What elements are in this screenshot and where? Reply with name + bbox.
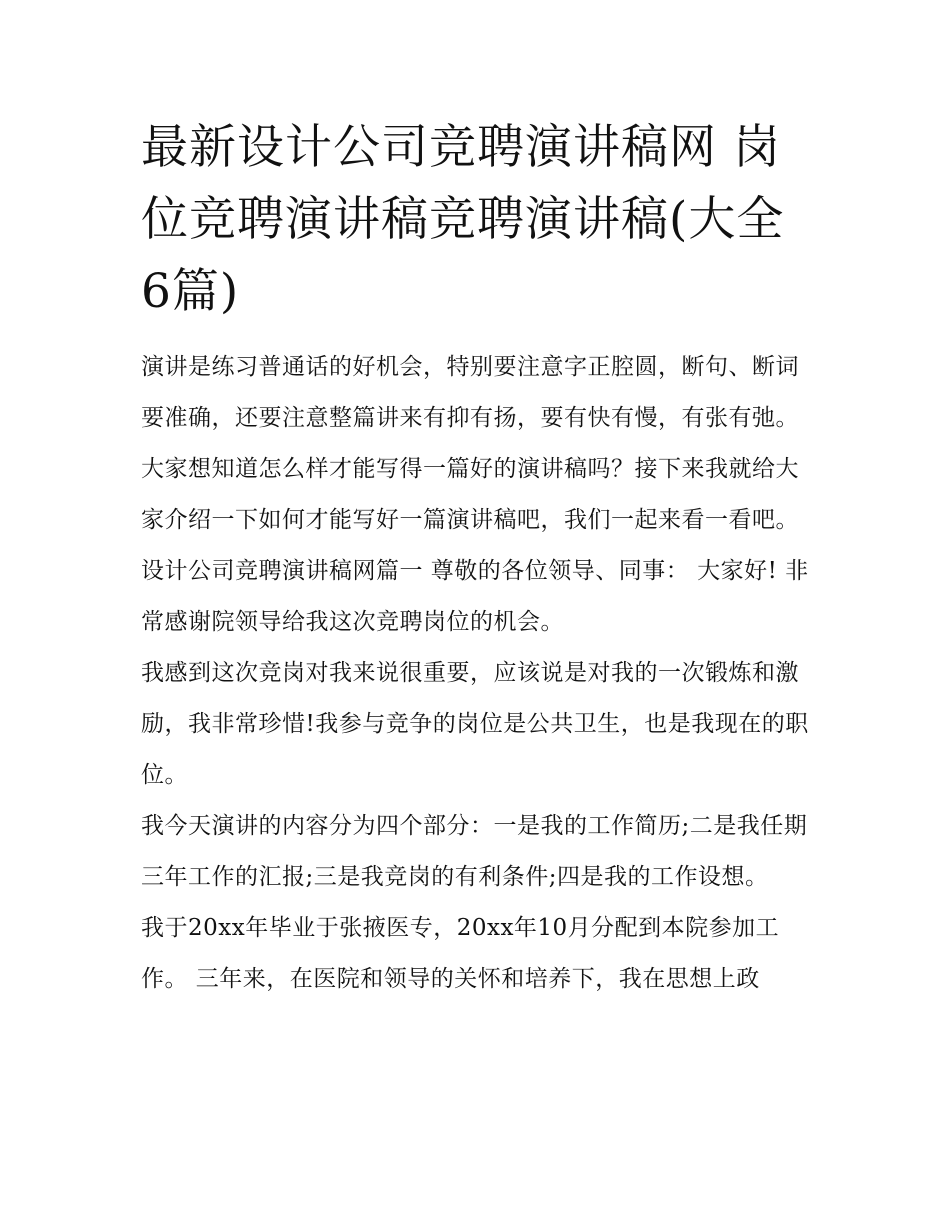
document-title: 最新设计公司竞聘演讲稿网 岗位竞聘演讲稿竞聘演讲稿(大全6篇): [141, 120, 785, 319]
document-content: [141, 112, 813, 1005]
outline-paragraph: 我今天演讲的内容分为四个部分：一是我的工作简历;二是我任期三年工作的汇报;三是我竞岗的有利条件;四是我的工作设想。: [141, 813, 808, 890]
greeting-paragraph: 设计公司竞聘演讲稿网篇一 尊敬的各位领导、同事： 大家好! 非常感谢院领导给我这次竞聘岗位的机会。: [141, 558, 809, 635]
resume-paragraph: 我于20xx年毕业于张掖医专，20xx年10月分配到本院参加工作。 三年来，在医院和领导的关怀和培养下，我在思想上政: [141, 915, 780, 992]
intro-paragraph: 演讲是练习普通话的好机会，特别要注意字正腔圆，断句、断词要准确，还要注意整篇讲来有抑有扬，要有快有慢，有张有弛。大家想知道怎么样才能写得一篇好的演讲稿吗？接下来我就给大家介绍一下如何才能写好一篇演讲稿吧，我们一起来看一看吧。: [141, 354, 799, 533]
body-paragraph: 我感到这次竞岗对我来说很重要，应该说是对我的一次锻炼和激励，我非常珍惜!我参与竞争的岗位是公共卫生，也是我现在的职位。: [141, 660, 809, 788]
